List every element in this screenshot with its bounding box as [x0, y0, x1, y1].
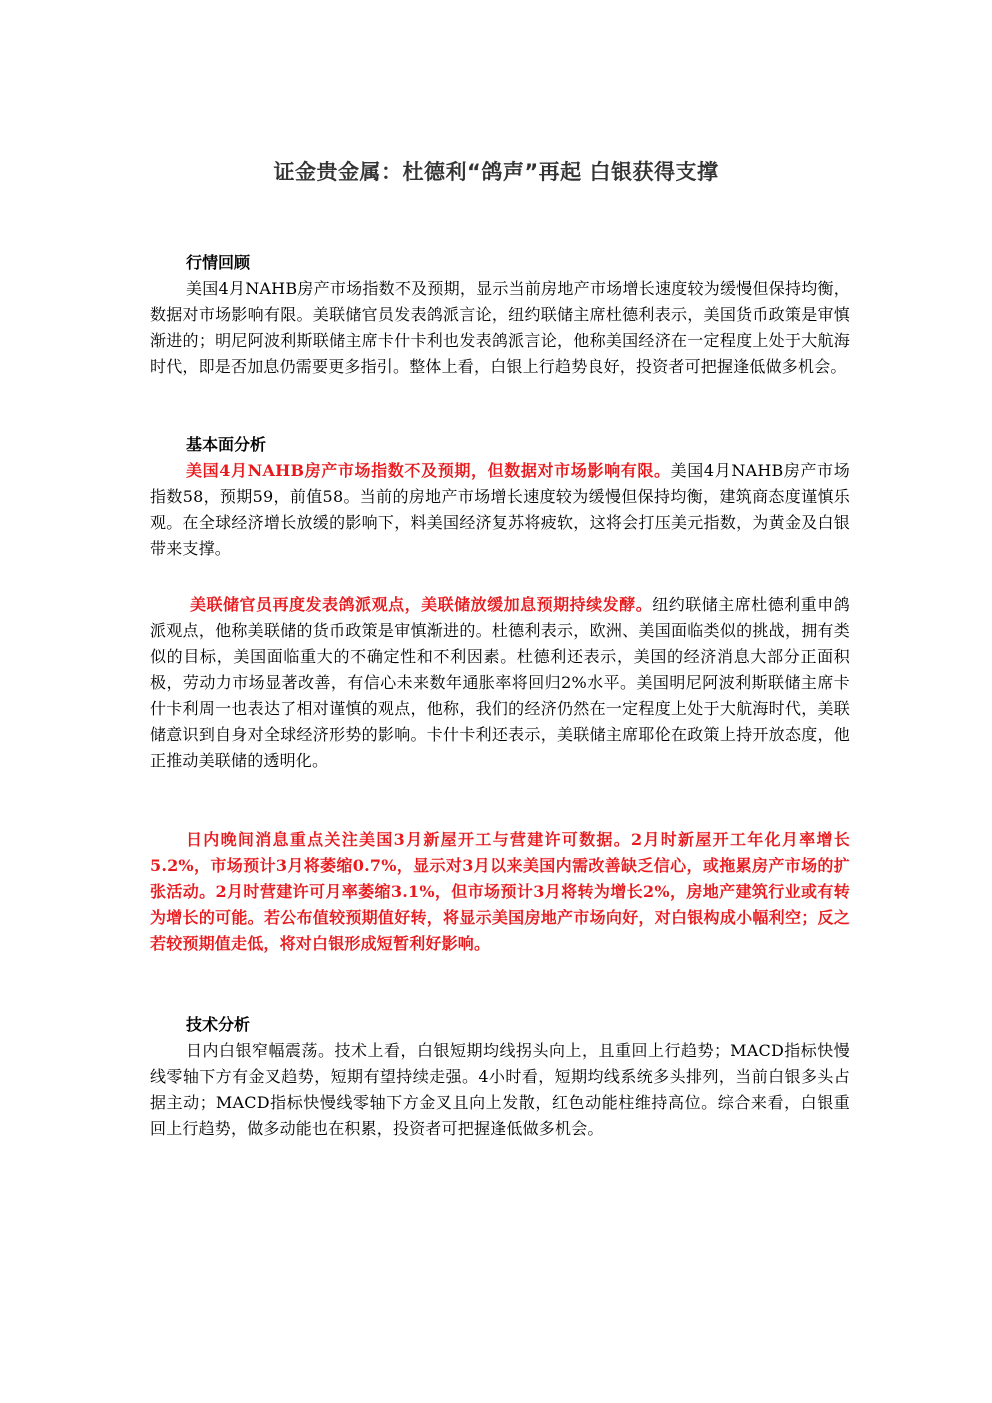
heading-market-review: 行情回顾 [186, 253, 251, 272]
section-data-focus [150, 827, 850, 957]
heading-technical-analysis: 技术分析 [186, 1015, 251, 1034]
text-fundamental-1: 美国4月NAHB房产市场指数58，预期59，前值58。当前的房地产市场增长速度较为缓慢但保持均衡，建筑商态度谨慎乐观。在全球经济增长放缓的影响下，料美国经济复苏将疲软，这将会打压美元指数，为黄金及白银带来支撑。 [150, 461, 850, 558]
section-market-review [150, 250, 850, 380]
document-title: 证金贵金属：杜德利“鸽声”再起 白银获得支撑 [273, 160, 719, 184]
paragraph-market-review: 美国4月NAHB房产市场指数不及预期，显示当前房地产市场增长速度较为缓慢但保持均衡，数据对市场影响有限。美联储官员发表鸽派言论，纽约联储主席杜德利表示，美国货币政策是审慎渐进的；明尼阿波利斯联储主席卡什卡利也发表鸽派言论，他称美国经济在一定程度上处于大航海时代，即是否加息仍需要更多指引。整体上看，白银上行趋势良好，投资者可把握逢低做多机会。 [150, 279, 850, 376]
section-technical-analysis [150, 1012, 850, 1142]
highlight-fundamental-1: 美国4月NAHB房产市场指数不及预期，但数据对市场影响有限。 [186, 461, 671, 480]
highlight-fundamental-2: 美联储官员再度发表鸽派观点，美联储放缓加息预期持续发酵。 [190, 595, 653, 614]
paragraph-fundamental-2 [150, 592, 850, 774]
heading-fundamental-analysis: 基本面分析 [186, 435, 267, 454]
paragraph-fundamental-3: 日内晚间消息重点关注美国3月新屋开工与营建许可数据。2月时新屋开工年化月率增长5.2%，市场预计3月将萎缩0.7%，显示对3月以来美国内需改善缺乏信心，或拖累房产市场的扩张活动。2月时营建许可月率萎缩3.1%，但市场预计3月将转为增长2%，房地产建筑行业或有转为增长的可能。若公布值较预期值好转，将显示美国房地产市场向好，对白银构成小幅利空；反之若较预期值走低，将对白银形成短暂利好影响。 [150, 830, 850, 953]
text-fundamental-2: 纽约联储主席杜德利重申鸽派观点，他称美联储的货币政策是审慎渐进的。杜德利表示，欧洲、美国面临类似的挑战，拥有类似的目标，美国面临重大的不确定性和不利因素。杜德利还表示，美国的经济消息大部分正面积极，劳动力市场显著改善，有信心未来数年通胀率将回归2%水平。美国明尼阿波利斯联储主席卡什卡利周一也表达了相对谨慎的观点，他称，我们的经济仍然在一定程度上处于大航海时代，美联储意识到自身对全球经济形势的影响。卡什卡利还表示，美联储主席耶伦在政策上持开放态度，他正推动美联储的透明化。 [150, 595, 850, 770]
section-fed-views [150, 592, 850, 774]
paragraph-technical-analysis: 日内白银窄幅震荡。技术上看，白银短期均线拐头向上，且重回上行趋势；MACD指标快慢线零轴下方有金叉趋势，短期有望持续走强。4小时看，短期均线系统多头排列，当前白银多头占据主动；MACD指标快慢线零轴下方金叉且向上发散，红色动能柱维持高位。综合来看，白银重回上行趋势，做多动能也在积累，投资者可把握逢低做多机会。 [150, 1041, 850, 1138]
paragraph-fundamental-1 [150, 458, 850, 562]
section-fundamental-analysis [150, 432, 850, 562]
